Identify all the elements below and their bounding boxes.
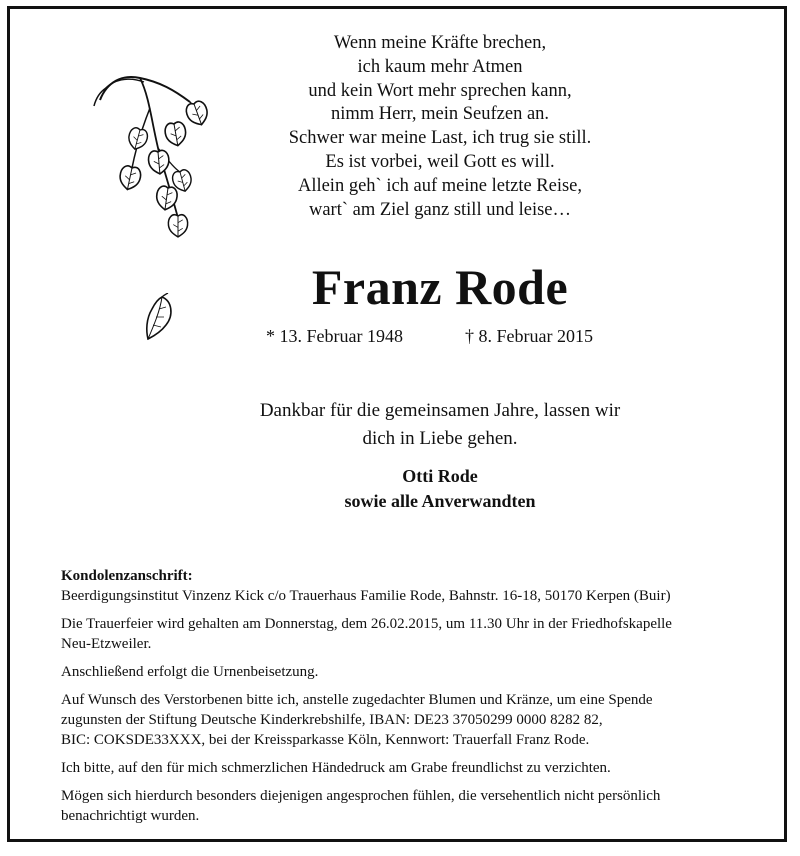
signers — [180, 464, 700, 514]
poem-line: Schwer war meine Last, ich trug sie still. — [288, 128, 592, 149]
poem-line: Wenn meine Kräfte brechen, — [333, 33, 547, 53]
condolence-address: Beerdigungsinstitut Vinzenz Kick c/o Trauerhaus Familie Rode, Bahnstr. 16-18, 50170 Kerpen (Buir) — [61, 588, 671, 604]
thanks-line: dich in Liebe gehen. — [362, 428, 518, 449]
poem — [200, 32, 680, 222]
closing-line: Mögen sich hierdurch besonders diejenigen angesprochen fühlen, die versehentlich nicht persönlich — [61, 788, 661, 804]
info-section — [61, 566, 761, 826]
donation-line: BIC: COKSDE33XXX, bei der Kreissparkasse Köln, Kennwort: Trauerfall Franz Rode. — [61, 732, 590, 748]
poem-line: nimm Herr, mein Seufzen an. — [330, 104, 550, 125]
thanks-text — [180, 397, 700, 453]
closing-line: benachrichtigt wurden. — [61, 808, 200, 824]
poem-line: Allein geh` ich auf meine letzte Reise, — [297, 175, 583, 196]
birth-date: * 13. Februar 1948 — [266, 326, 403, 346]
urn-burial-note: Anschließend erfolgt die Urnenbeisetzung. — [61, 664, 319, 680]
poem-line: wart` am Ziel ganz still und leise… — [308, 199, 571, 220]
falling-leaf-icon — [142, 293, 176, 341]
ceremony-line: Neu-Etzweiler. — [61, 636, 152, 652]
death-date: † 8. Februar 2015 — [465, 326, 593, 346]
signer-name: Otti Rode — [402, 466, 478, 486]
donation-line: zugunsten der Stiftung Deutsche Kinderkrebshilfe, IBAN: DE23 37050299 0000 8282 82, — [61, 712, 603, 728]
poem-line: Es ist vorbei, weil Gott es will. — [325, 151, 555, 172]
condolence-heading: Kondolenzanschrift: — [61, 568, 193, 584]
poem-line: und kein Wort mehr sprechen kann, — [308, 80, 572, 101]
thanks-line: Dankbar für die gemeinsamen Jahre, lassen wir — [259, 400, 621, 421]
ceremony-line: Die Trauerfeier wird gehalten am Donnerstag, dem 26.02.2015, um 11.30 Uhr in der Friedhofskapelle — [61, 616, 672, 632]
deceased-name: Franz Rode — [311, 259, 569, 315]
donation-line: Auf Wunsch des Verstorbenen bitte ich, anstelle zugedachter Blumen und Kränze, um eine Spende — [61, 692, 653, 708]
signer-relatives: sowie alle Anverwandten — [344, 491, 536, 511]
poem-line: ich kaum mehr Atmen — [357, 56, 523, 77]
handshake-note: Ich bitte, auf den für mich schmerzlichen Händedruck am Grabe freundlichst zu verzichten. — [61, 760, 611, 776]
